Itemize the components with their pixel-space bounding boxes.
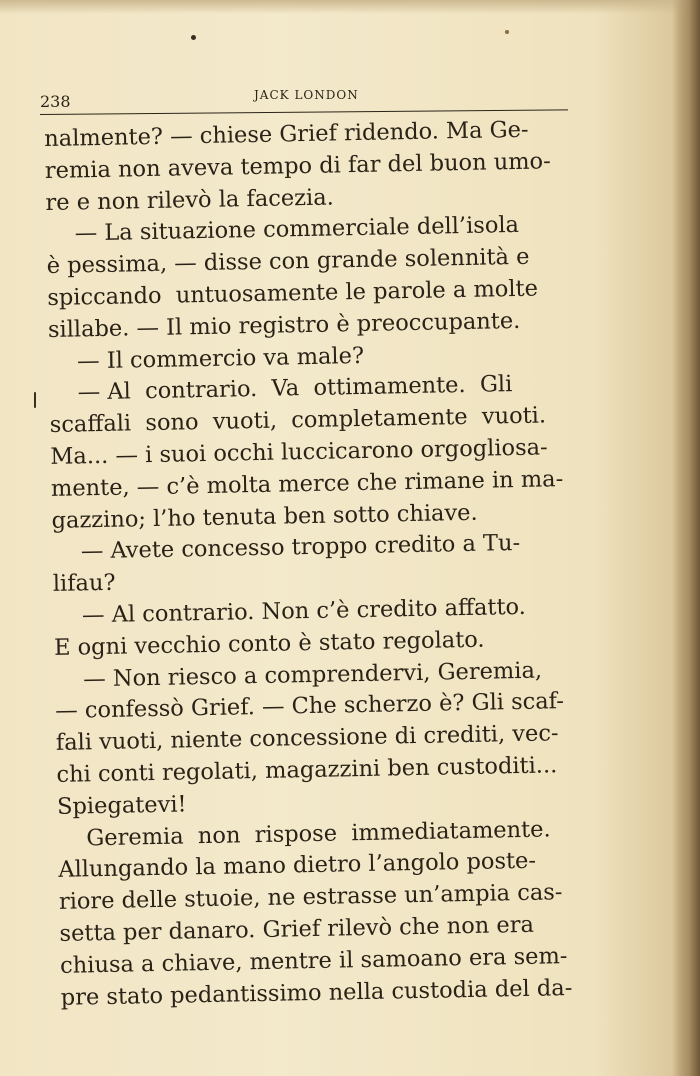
text-line: — Non riesco a comprendervi, Geremia, [54,657,543,693]
page-number: 238 [40,92,71,111]
text-line: chi conti regolati, magazzini ben custoditi... [56,752,558,788]
text-line: — Il commercio va male? [48,342,365,375]
page-top-shadow [0,0,700,14]
text-line: setta per danaro. Grief rilevò che non era [59,911,535,947]
text-line: chiusa a chiave, mentre il samoano era sem- [59,942,568,979]
text-line: remia non aveva tempo di far del buon umo- [44,148,551,184]
text-line: scaffali sono vuoti, completamente vuoti. [49,402,547,439]
page-edge-shadow [672,0,700,1076]
text-line: nalmente? — chiese Grief ridendo. Ma Ge- [44,116,529,152]
text-line: è pessima, — disse con grande solennità e [46,243,530,280]
text-line: mente, — c’è molta merce che rimane in ma- [50,465,564,502]
text-line: — La situazione commerciale dell’isola [45,212,520,248]
text-line: pre stato pedantissimo nella custodia del da- [60,974,573,1011]
text-line: — Al contrario. Va ottimamente. Gli [48,371,513,407]
ink-speck [191,35,196,40]
header-title: JACK LONDON [254,88,359,102]
ink-speck [34,392,36,408]
running-head [40,86,570,112]
text-line: re e non rilevò la facezia. [45,184,334,216]
text-line: fali vuoti, niente concessione di crediti, vec- [55,720,559,757]
text-line: riore delle stuoie, ne estrasse un’ampia cas- [58,879,563,915]
text-line: — Avete concesso troppo credito a Tu- [51,530,521,566]
text-line: Geremia non rispose immediatamente. [57,815,551,852]
text-line: gazzino; l’ho tenuta ben sotto chiave. [51,499,478,534]
text-line: E ogni vecchio conto è stato regolato. [53,626,485,661]
text-line: Ma... — i suoi occhi luccicarono orgogliosa- [50,434,548,470]
text-line: Allungando la mano dietro l’angolo poste- [58,848,537,884]
text-line: Spiegatevi! [56,791,187,820]
body-text [44,113,621,1014]
text-line: — confessò Grief. — Che scherzo è? Gli scaf- [55,688,565,725]
text-line: — Al contrario. Non c’è credito affatto. [53,593,527,629]
text-line: lifau? [52,569,116,598]
ink-speck [505,30,509,34]
text-line: sillabe. — Il mio registro è preoccupante. [47,307,521,343]
text-line: spiccando untuosamente le parole a molte [47,275,539,311]
